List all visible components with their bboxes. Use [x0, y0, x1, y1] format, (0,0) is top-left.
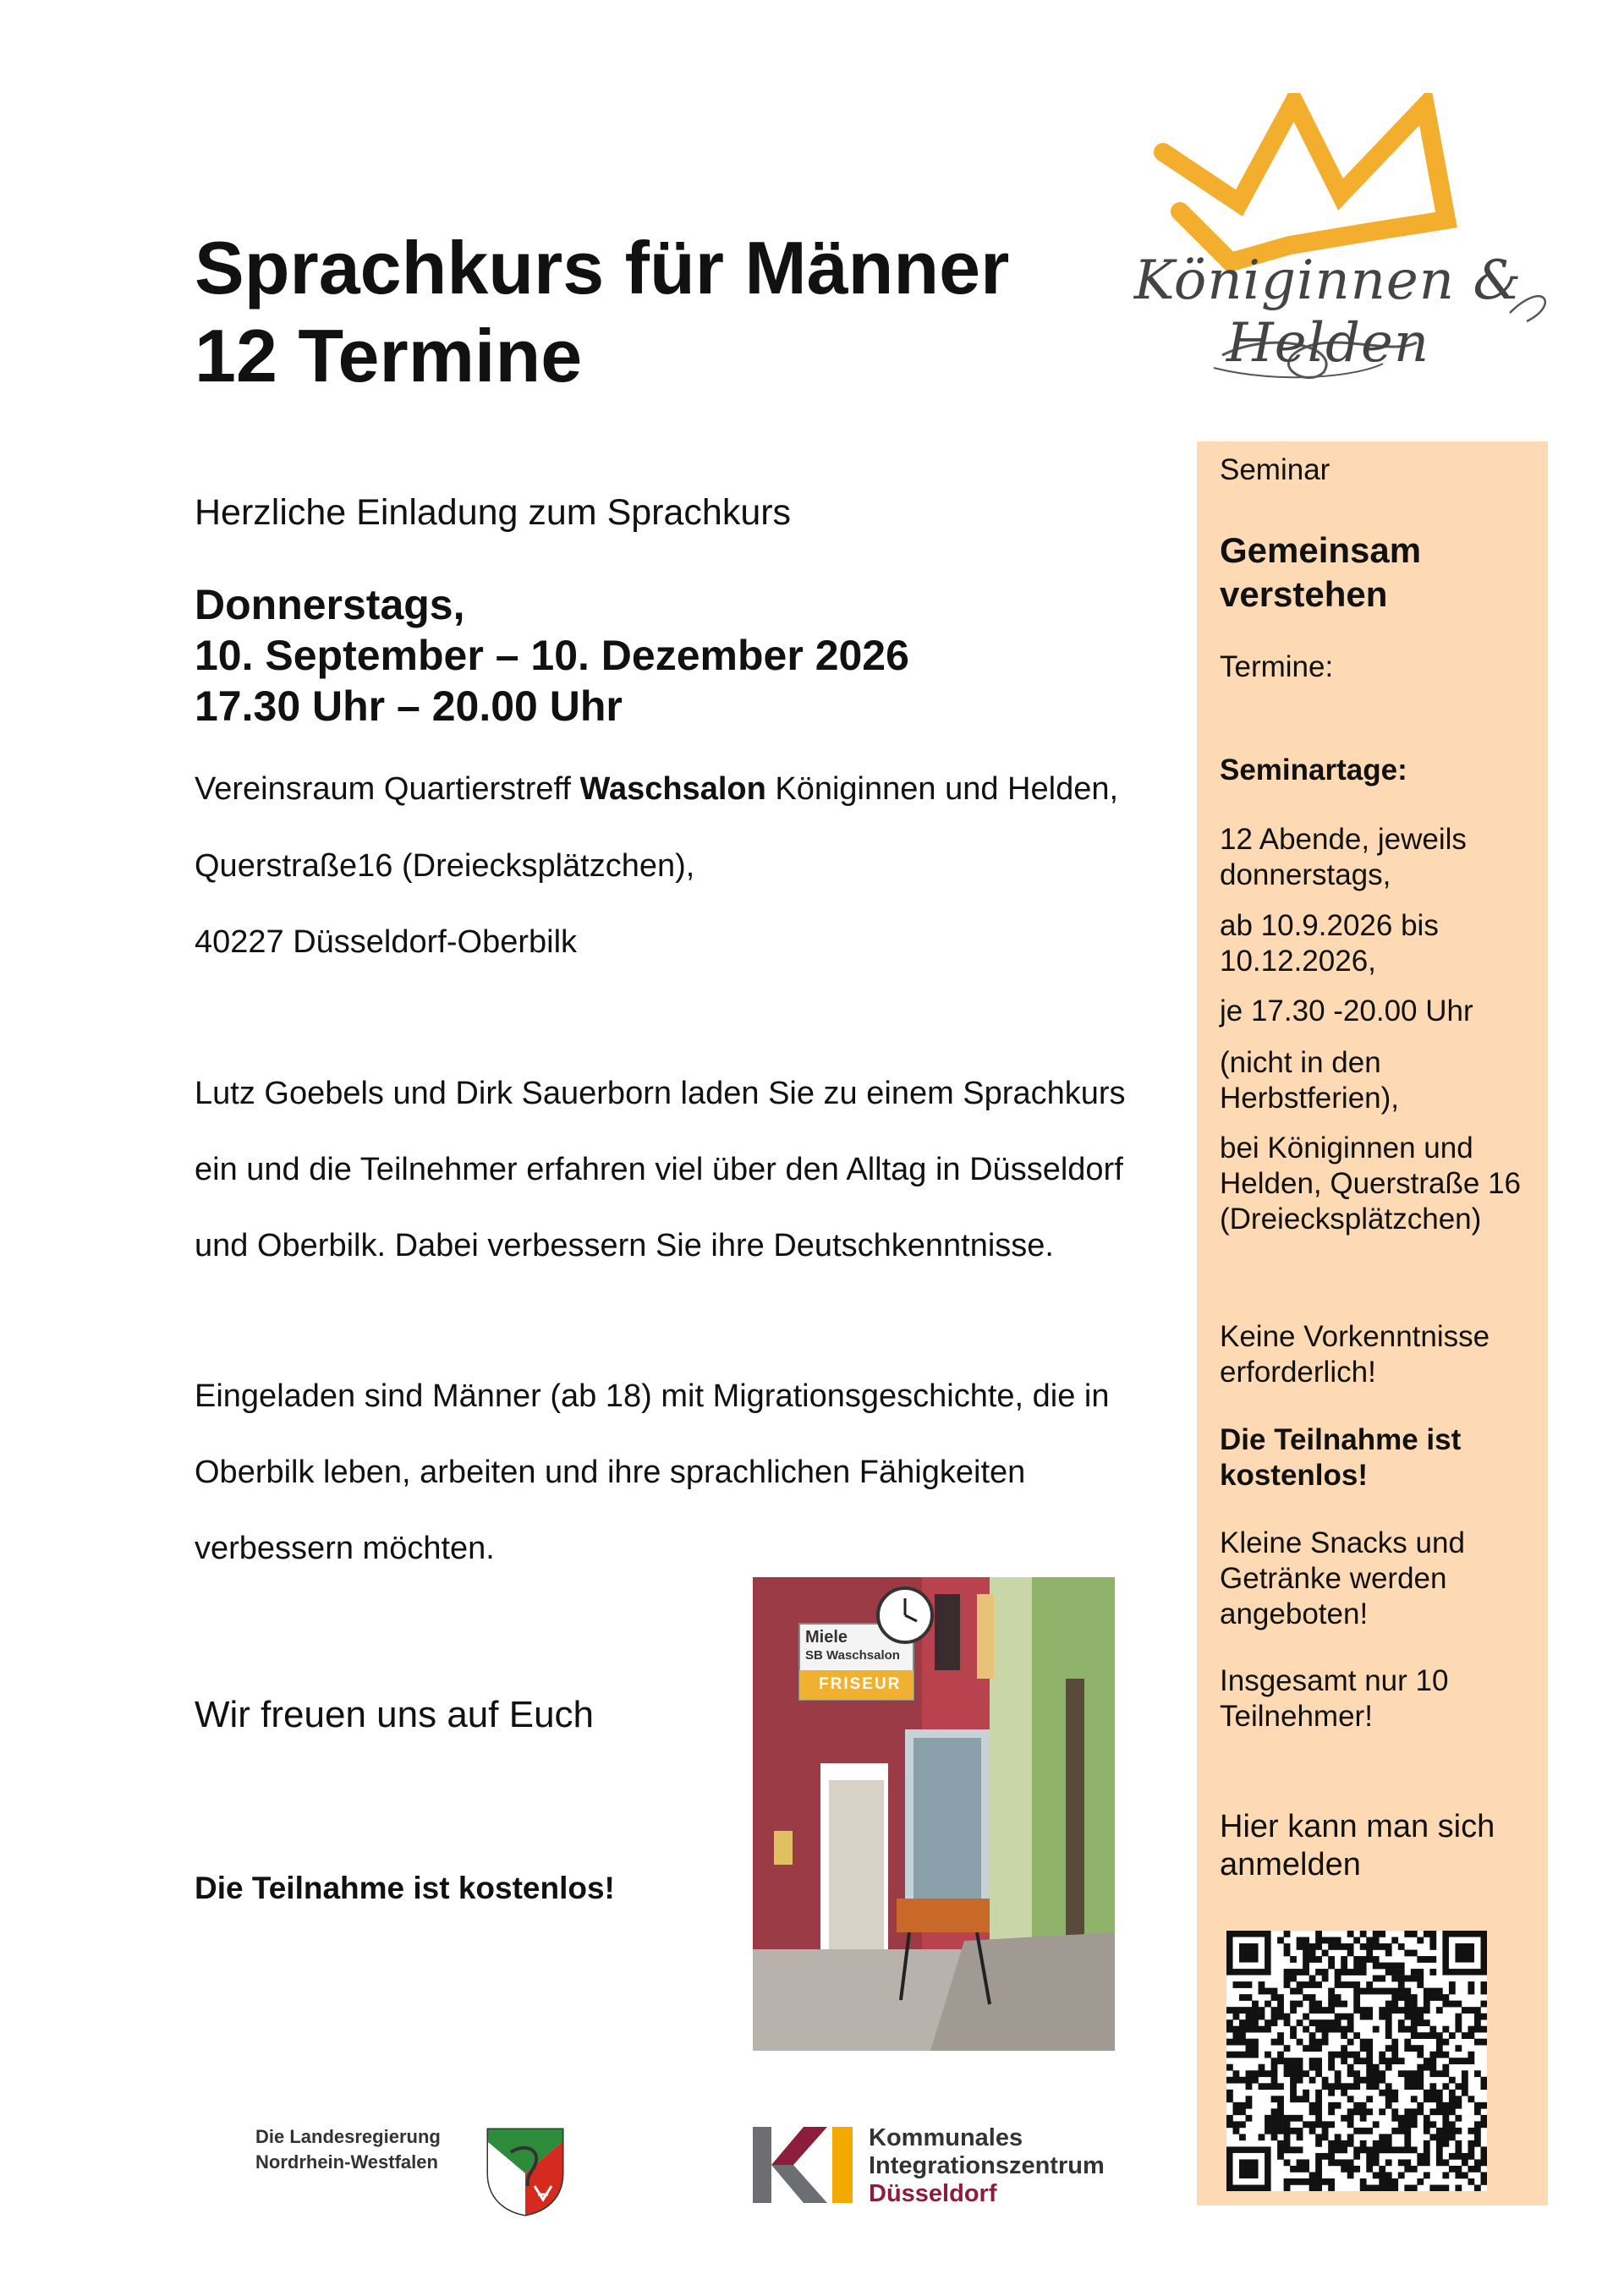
ki-label	[869, 2124, 1105, 2208]
sidebar-prerequisites	[1220, 1319, 1490, 1390]
sidebar-seminartage: Seminartage:	[1220, 753, 1407, 786]
sidebar-ferien-line-1: (nicht in den	[1220, 1046, 1381, 1079]
ki-line-2: Integrationszentrum	[869, 2152, 1105, 2179]
description-line-2: ein und die Teilnehmer erfahren viel über den Alltag in Düsseldorf	[195, 1152, 1123, 1187]
sidebar-snacks-line-2: Getränke werden	[1220, 1562, 1447, 1595]
sidebar-ab-line-1: ab 10.9.2026 bis	[1220, 909, 1439, 942]
ki-line-1: Kommunales	[869, 2124, 1023, 2151]
sidebar-snacks-line-1: Kleine Snacks und	[1220, 1526, 1465, 1559]
sidebar-vork-line-2: erforderlich!	[1220, 1356, 1376, 1389]
sign-shop: FRISEUR	[819, 1675, 902, 1693]
storefront-photo	[753, 1577, 1115, 2051]
koeniginnen-helden-logo	[1087, 93, 1569, 397]
sidebar-label: Seminar	[1220, 453, 1330, 486]
sidebar-holidays	[1220, 1045, 1399, 1116]
sign-sub: SB Waschsalon	[805, 1648, 900, 1663]
nrw-line-1: Die Landesregierung	[255, 2126, 441, 2147]
sidebar-time: je 17.30 -20.00 Uhr	[1220, 995, 1473, 1027]
sidebar-limit	[1220, 1663, 1448, 1734]
sidebar-loc-line-3: (Dreiecksplätzchen)	[1220, 1203, 1482, 1236]
sidebar-abende-line-1: 12 Abende, jeweils	[1220, 823, 1467, 856]
dates-line-1: Donnerstags,	[195, 581, 465, 628]
title-line-2: 12 Termine	[195, 314, 583, 397]
venue-line-1	[195, 771, 1118, 808]
invitation-line-3: verbessern möchten.	[195, 1531, 495, 1566]
nrw-crest-icon	[486, 2127, 565, 2217]
greeting: Wir freuen uns auf Euch	[195, 1694, 595, 1735]
intro-text: Herzliche Einladung zum Sprachkurs	[195, 492, 792, 533]
free-participation-note: Die Teilnahme ist kostenlos!	[195, 1871, 615, 1905]
venue-line-2: Querstraße16 (Dreiecksplätzchen),	[195, 848, 695, 884]
sidebar-vork-line-1: Keine Vorkenntnisse	[1220, 1320, 1490, 1353]
sidebar-loc-line-1: bei Königinnen und	[1220, 1132, 1473, 1164]
sidebar-abende-line-2: donnerstags,	[1220, 858, 1391, 891]
nrw-line-2: Nordrhein-Westfalen	[255, 2151, 438, 2173]
description-line-3: und Oberbilk. Dabei verbessern Sie ihre Deutschkenntnisse.	[195, 1228, 1054, 1263]
sidebar-snacks	[1220, 1526, 1465, 1632]
venue-name-bold: Waschsalon	[579, 771, 766, 807]
sidebar-location	[1220, 1131, 1521, 1237]
dates-line-2: 10. September – 10. Dezember 2026	[195, 632, 909, 679]
sidebar-register-line-2: anmelden	[1220, 1847, 1361, 1882]
sidebar-ferien-line-2: Herbstferien),	[1220, 1082, 1400, 1115]
sidebar-limit-line-2: Teilnehmer!	[1220, 1700, 1373, 1733]
registration-qr-code[interactable]	[1226, 1931, 1487, 2191]
sidebar-free-line-2: kostenlos!	[1220, 1459, 1369, 1492]
sign-brand: Miele	[805, 1628, 848, 1647]
sidebar-snacks-line-3: angeboten!	[1220, 1597, 1369, 1630]
sidebar-date-range	[1220, 908, 1439, 979]
venue-prefix: Vereinsraum Quartierstreff	[195, 771, 580, 807]
venue-line-3: 40227 Düsseldorf-Oberbilk	[195, 924, 578, 960]
course-dates	[195, 579, 909, 732]
title-line-1: Sprachkurs für Männer	[195, 226, 1010, 310]
page-title	[195, 224, 1009, 400]
venue-suffix: Königinnen und Helden,	[765, 771, 1119, 807]
logo-wordmark: Königinnen & Helden	[1133, 249, 1522, 375]
invitation-line-2: Oberbilk leben, arbeiten und ihre sprachlichen Fähigkeiten	[195, 1455, 1026, 1490]
ki-logo-icon	[753, 2127, 854, 2203]
sidebar-termine: Termine:	[1220, 650, 1334, 683]
sidebar-free-line-1: Die Teilnahme ist	[1220, 1423, 1462, 1456]
dates-line-3: 17.30 Uhr – 20.00 Uhr	[195, 682, 623, 730]
nrw-government-label	[255, 2124, 441, 2175]
ki-line-3: Düsseldorf	[869, 2180, 997, 2207]
description-line-1: Lutz Goebels und Dirk Sauerborn laden Sie zu einem Sprachkurs	[195, 1076, 1126, 1111]
sidebar-title-line-2: verstehen	[1220, 574, 1388, 614]
sidebar-register	[1220, 1808, 1495, 1884]
sidebar-free	[1220, 1422, 1461, 1493]
invitation-line-1: Eingeladen sind Männer (ab 18) mit Migrationsgeschichte, die in	[195, 1378, 1110, 1414]
sidebar-loc-line-2: Helden, Querstraße 16	[1220, 1167, 1522, 1200]
sidebar-ab-line-2: 10.12.2026,	[1220, 945, 1376, 978]
sidebar-title	[1220, 529, 1421, 616]
sidebar-limit-line-1: Insgesamt nur 10	[1220, 1664, 1449, 1697]
sidebar-register-line-1: Hier kann man sich	[1220, 1809, 1495, 1844]
sidebar-abende	[1220, 822, 1467, 893]
sidebar-title-line-1: Gemeinsam	[1220, 530, 1422, 570]
